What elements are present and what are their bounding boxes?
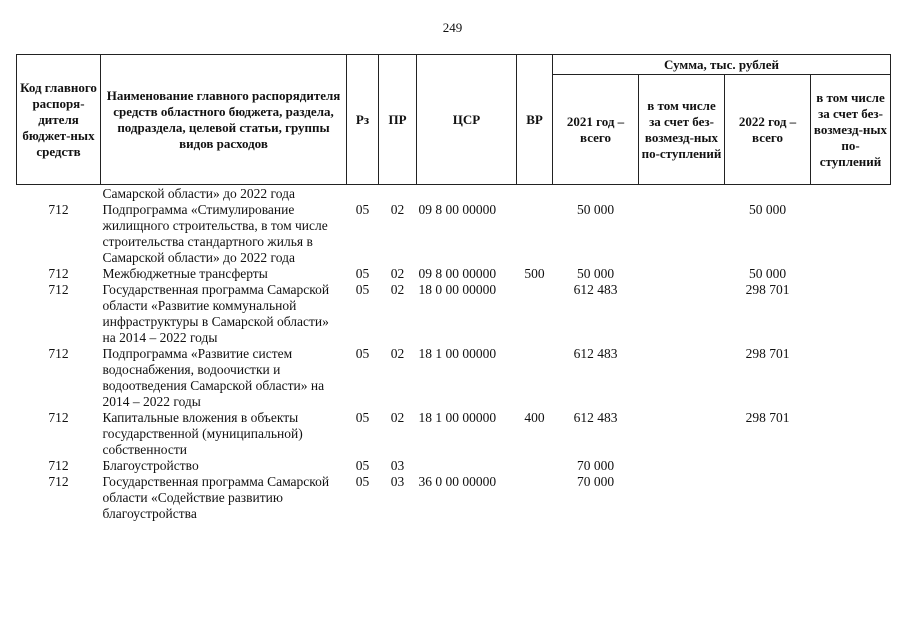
cell-rz: 05 (355, 202, 370, 217)
cell-rz (347, 185, 379, 203)
cell-vr: 500 (524, 266, 545, 281)
cell-code: 712 (48, 410, 69, 425)
cell-2021-total: 50 000 (576, 202, 615, 217)
cell-2021-total: 612 483 (573, 346, 618, 361)
cell-csr (417, 185, 517, 203)
header-rz: Рз (347, 55, 379, 185)
table-row (17, 185, 891, 203)
cell-2021-total: 50 000 (576, 266, 615, 281)
cell-2021-total: 70 000 (576, 474, 615, 489)
cell-csr (417, 458, 517, 474)
cell-2022-grants (811, 458, 891, 474)
cell-2021-grants (639, 185, 725, 203)
cell-pr: 02 (390, 282, 405, 297)
cell-2022-total: 298 701 (745, 410, 790, 425)
cell-code: 712 (48, 282, 69, 297)
cell-csr: 09 8 00 00000 (418, 202, 497, 217)
budget-table (16, 54, 891, 522)
cell-pr: 02 (390, 266, 405, 281)
cell-rz: 05 (355, 474, 370, 489)
table-header (17, 55, 891, 185)
table-row (17, 282, 891, 346)
cell-csr: 18 1 00 00000 (418, 346, 497, 361)
header-2022-grants: в том числе за счет без-возмезд-ных по-ступлений (811, 75, 891, 185)
table-body (17, 185, 891, 523)
cell-2022-total: 50 000 (748, 266, 787, 281)
cell-csr: 09 8 00 00000 (418, 266, 497, 281)
cell-2021-grants (639, 458, 725, 474)
cell-2022-total: 50 000 (748, 202, 787, 217)
cell-vr (517, 282, 553, 346)
header-csr: ЦСР (417, 55, 517, 185)
cell-2022-total (725, 185, 811, 203)
cell-code (17, 185, 101, 203)
cell-2022-grants (811, 282, 891, 346)
cell-rz: 05 (355, 346, 370, 361)
cell-name: Капитальные вложения в объекты государственной (муниципальной) собственности (102, 410, 303, 457)
cell-2021-total: 612 483 (573, 282, 618, 297)
cell-2021-grants (639, 266, 725, 282)
table-row (17, 266, 891, 282)
cell-2022-grants (811, 474, 891, 522)
cell-vr (517, 185, 553, 203)
cell-code: 712 (48, 202, 69, 217)
cell-name: Государственная программа Самарской области «Содействие развитию благоустройства (102, 474, 330, 521)
cell-pr: 03 (390, 458, 405, 473)
cell-2021-total (553, 185, 639, 203)
cell-2021-total: 612 483 (573, 410, 618, 425)
cell-pr (379, 185, 417, 203)
cell-2022-total: 298 701 (745, 282, 790, 297)
cell-csr: 36 0 00 00000 (418, 474, 497, 489)
cell-rz: 05 (355, 282, 370, 297)
header-2021-grants: в том числе за счет без-возмезд-ных по-ступлений (639, 75, 725, 185)
header-sum-group: Сумма, тыс. рублей (553, 55, 891, 75)
cell-2022-total (725, 474, 811, 522)
header-2022-total: 2022 год – всего (725, 75, 811, 185)
cell-pr: 02 (390, 202, 405, 217)
cell-name: Государственная программа Самарской области «Развитие коммунальной инфраструктуры в Самарской области» на 2014 – 2022 годы (102, 282, 330, 345)
cell-code: 712 (48, 346, 69, 361)
table-row (17, 474, 891, 522)
header-2021-total: 2021 год – всего (553, 75, 639, 185)
cell-rz: 05 (355, 458, 370, 473)
cell-name: Самарской области» до 2022 года (102, 186, 295, 201)
cell-name: Подпрограмма «Стимулирование жилищного строительства, в том числе строительства стандартного жилья в Самарской области» до 2022 года (102, 202, 328, 265)
cell-vr (517, 202, 553, 266)
cell-rz: 05 (355, 410, 370, 425)
table-row (17, 346, 891, 410)
cell-2022-grants (811, 410, 891, 458)
cell-vr (517, 474, 553, 522)
cell-2021-grants (639, 410, 725, 458)
cell-csr: 18 1 00 00000 (418, 410, 497, 425)
cell-2021-total: 70 000 (576, 458, 615, 473)
table-row (17, 410, 891, 458)
table-row (17, 202, 891, 266)
page-number: 249 (442, 20, 463, 35)
cell-vr (517, 346, 553, 410)
cell-name: Подпрограмма «Развитие систем водоснабжения, водоочистки и водоотведения Самарской области» на 2014 – 2022 годы (102, 346, 325, 409)
cell-name: Межбюджетные трансферты (102, 266, 268, 281)
cell-2021-grants (639, 202, 725, 266)
cell-code: 712 (48, 474, 69, 489)
cell-2022-grants (811, 266, 891, 282)
cell-2022-grants (811, 202, 891, 266)
cell-2022-grants (811, 346, 891, 410)
cell-csr: 18 0 00 00000 (418, 282, 497, 297)
header-name: Наименование главного распорядителя средств областного бюджета, раздела, подраздела, целевой статьи, группы видов расходов (101, 55, 347, 185)
cell-name: Благоустройство (102, 458, 199, 473)
table-row (17, 458, 891, 474)
cell-2022-total: 298 701 (745, 346, 790, 361)
cell-2021-grants (639, 474, 725, 522)
header-code: Код главного распоря-дителя бюджет-ных средств (17, 55, 101, 185)
cell-2022-total (725, 458, 811, 474)
cell-code: 712 (48, 458, 69, 473)
cell-pr: 02 (390, 346, 405, 361)
cell-vr: 400 (524, 410, 545, 425)
cell-2022-grants (811, 185, 891, 203)
cell-vr (517, 458, 553, 474)
header-vr: ВР (517, 55, 553, 185)
cell-2021-grants (639, 346, 725, 410)
cell-pr: 03 (390, 474, 405, 489)
cell-code: 712 (48, 266, 69, 281)
cell-pr: 02 (390, 410, 405, 425)
cell-2021-grants (639, 282, 725, 346)
cell-rz: 05 (355, 266, 370, 281)
header-pr: ПР (379, 55, 417, 185)
